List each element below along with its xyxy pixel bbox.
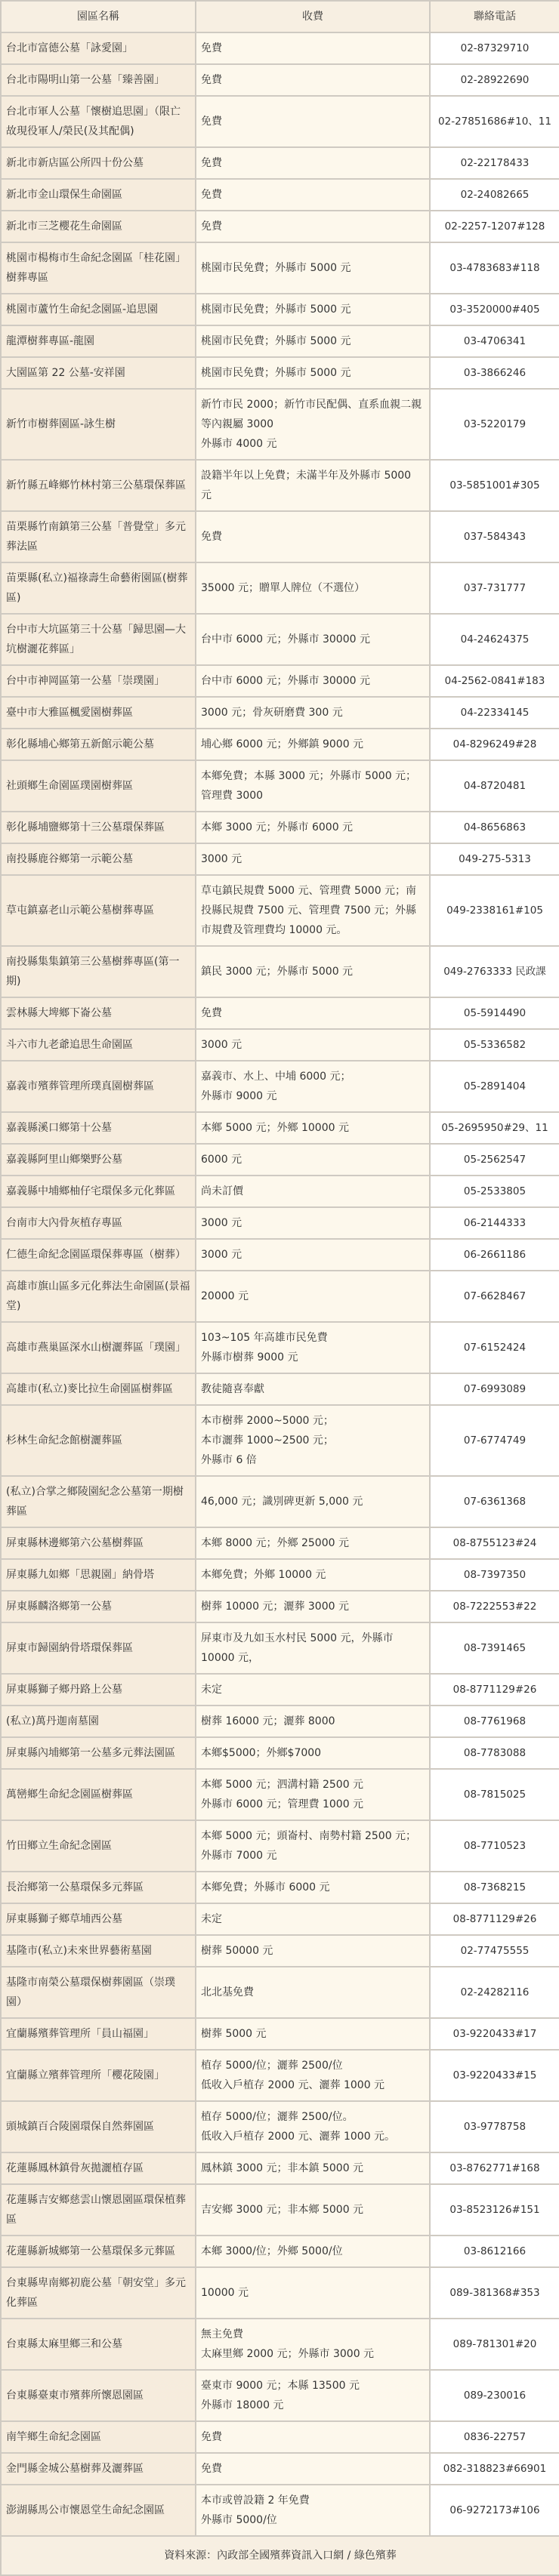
cemetery-name-cell: 屏東縣麟洛鄉第一公墓: [1, 1591, 196, 1622]
phone-cell: 07-6993089: [430, 1373, 559, 1405]
fee-cell: 35000 元；贈單人牌位（不選位）: [196, 562, 430, 614]
phone-cell: 08-7761968: [430, 1706, 559, 1737]
fee-cell: 樹葬 5000 元: [196, 2018, 430, 2050]
fee-cell: 20000 元: [196, 1271, 430, 1322]
table-row: [1, 946, 559, 997]
cemetery-name-cell: 花蓮縣新城鄉第一公墓環保多元葬區: [1, 2236, 196, 2267]
fee-cell: 免費: [196, 32, 430, 64]
cemetery-name-cell: 龍潭樹葬專區-龍園: [1, 325, 196, 357]
cemetery-name-cell: 桃園市蘆竹生命紀念園區-追思園: [1, 294, 196, 325]
cemetery-name-cell: 彰化縣埔心鄉第五新館示範公墓: [1, 729, 196, 760]
cemetery-name-cell: 新竹市樹葬園區-詠生樹: [1, 389, 196, 460]
table-row: [1, 147, 559, 179]
fee-cell: 新竹市民 2000；新竹市民配偶、直系血親二親等內親屬 3000 外縣市 4000 元: [196, 389, 430, 460]
table-row: [1, 665, 559, 697]
phone-cell: 05-5914490: [430, 997, 559, 1029]
table-row: [1, 2453, 559, 2485]
table-row: [1, 2267, 559, 2319]
phone-cell: 03-3866246: [430, 357, 559, 389]
fee-cell: 免費: [196, 147, 430, 179]
table-row: [1, 1872, 559, 1903]
cemetery-name-cell: 杉林生命紀念館樹灑葬區: [1, 1405, 196, 1476]
table-row: [1, 697, 559, 729]
fee-cell: 無主免費 太麻里鄉 2000 元；外縣市 3000 元: [196, 2319, 430, 2370]
fee-cell: 3000 元: [196, 1207, 430, 1239]
cemetery-name-cell: 台北市軍人公墓「懷樹追思園」（限亡故現役軍人/榮民(及其配偶): [1, 96, 196, 147]
header-name: 園區名稱: [1, 1, 196, 32]
fee-cell: 免費: [196, 179, 430, 211]
cemetery-name-cell: 澎湖縣馬公市懷恩堂生命紀念園區: [1, 2485, 196, 2536]
phone-cell: 08-7391465: [430, 1622, 559, 1674]
fee-cell: 桃園市民免費；外縣市 5000 元: [196, 242, 430, 294]
cemetery-name-cell: 屏東市歸園納骨塔環保葬區: [1, 1622, 196, 1674]
phone-cell: 037-584343: [430, 511, 559, 562]
fee-cell: 未定: [196, 1674, 430, 1706]
phone-cell: 02-27851686#10、11: [430, 96, 559, 147]
fee-cell: 植存 5000/位；灑葬 2500/位 低收入戶植存 2000 元、灑葬 1000 元: [196, 2050, 430, 2101]
cemetery-name-cell: 屏東縣九如鄉「思親園」納骨塔: [1, 1559, 196, 1591]
fee-cell: 植存 5000/位；灑葬 2500/位。 低收入戶植存 2000 元、灑葬 1000 元。: [196, 2101, 430, 2152]
phone-cell: 08-8755123#24: [430, 1527, 559, 1559]
fee-cell: 本市樹葬 2000~5000 元； 本市灑葬 1000~2500 元； 外縣市 6 倍: [196, 1405, 430, 1476]
phone-cell: 02-28922690: [430, 64, 559, 96]
header-phone: 聯絡電話: [430, 1, 559, 32]
table-row: [1, 1903, 559, 1935]
table-row: [1, 614, 559, 665]
cemetery-name-cell: 斗六市九老爺追思生命園區: [1, 1029, 196, 1061]
cemetery-name-cell: 屏東縣獅子鄉草埔西公墓: [1, 1903, 196, 1935]
fee-cell: 免費: [196, 96, 430, 147]
fee-cell: 樹葬 50000 元: [196, 1935, 430, 1967]
phone-cell: 03-4706341: [430, 325, 559, 357]
table-row: [1, 729, 559, 760]
fee-cell: 台中市 6000 元；外縣市 30000 元: [196, 665, 430, 697]
cemetery-name-cell: 仁德生命紀念園區環保葬專區（樹葬）: [1, 1239, 196, 1271]
cemetery-name-cell: 屏東縣林邊鄉第六公墓樹葬區: [1, 1527, 196, 1559]
cemetery-name-cell: 南竿鄉生命紀念園區: [1, 2421, 196, 2453]
cemetery-name-cell: 金門縣金城公墓樹葬及灑葬區: [1, 2453, 196, 2485]
cemetery-name-cell: 嘉義縣阿里山鄉樂野公墓: [1, 1144, 196, 1176]
table-row: [1, 1112, 559, 1144]
phone-cell: 08-7710523: [430, 1820, 559, 1872]
fee-cell: 北北基免費: [196, 1967, 430, 2018]
table-row: [1, 1405, 559, 1476]
phone-cell: 08-7397350: [430, 1559, 559, 1591]
fee-cell: 樹葬 16000 元；灑葬 8000: [196, 1706, 430, 1737]
cemetery-name-cell: 台東縣卑南鄉初鹿公墓「朝安堂」多元化葬區: [1, 2267, 196, 2319]
cemetery-name-cell: 台東縣太麻里鄉三和公墓: [1, 2319, 196, 2370]
cemetery-name-cell: 嘉義市殯葬管理所璞真園樹葬區: [1, 1061, 196, 1112]
table-row: [1, 1674, 559, 1706]
phone-cell: 03-9778758: [430, 2101, 559, 2152]
fee-cell: 桃園市民免費；外縣市 5000 元: [196, 325, 430, 357]
fee-cell: 本鄉 3000 元；外縣市 6000 元: [196, 812, 430, 843]
fee-cell: 本鄉$5000；外鄉$7000: [196, 1737, 430, 1769]
fee-cell: 本鄉免費；外縣市 6000 元: [196, 1872, 430, 1903]
fee-cell: 鎮民 3000 元；外縣市 5000 元: [196, 946, 430, 997]
phone-cell: 08-8771129#26: [430, 1674, 559, 1706]
cemetery-name-cell: 新北市新店區公所四十份公墓: [1, 147, 196, 179]
phone-cell: 03-3520000#405: [430, 294, 559, 325]
table-row: [1, 562, 559, 614]
fee-cell: 本鄉免費；本縣 3000 元；外縣市 5000 元；管理費 3000: [196, 760, 430, 812]
phone-cell: 03-9220433#17: [430, 2018, 559, 2050]
table-row: [1, 1176, 559, 1207]
phone-cell: 07-6361368: [430, 1476, 559, 1527]
phone-cell: 04-8656863: [430, 812, 559, 843]
cemetery-name-cell: 宜蘭縣殯葬管理所「員山福園」: [1, 2018, 196, 2050]
phone-cell: 02-77475555: [430, 1935, 559, 1967]
table-row: [1, 1476, 559, 1527]
fee-cell: 埔心鄉 6000 元；外鄉鎮 9000 元: [196, 729, 430, 760]
cemetery-name-cell: 彰化縣埔鹽鄉第十三公墓環保葬區: [1, 812, 196, 843]
fee-cell: 桃園市民免費；外縣市 5000 元: [196, 357, 430, 389]
cemetery-name-cell: 新北市三芝櫻花生命園區: [1, 211, 196, 242]
table-row: [1, 1271, 559, 1322]
phone-cell: 089-781301#20: [430, 2319, 559, 2370]
phone-cell: 08-8771129#26: [430, 1903, 559, 1935]
phone-cell: 03-9220433#15: [430, 2050, 559, 2101]
cemetery-name-cell: 桃園市楊梅市生命紀念園區「桂花園」樹葬專區: [1, 242, 196, 294]
table-row: [1, 96, 559, 147]
phone-cell: 02-22178433: [430, 147, 559, 179]
phone-cell: 06-2661186: [430, 1239, 559, 1271]
table-row: [1, 242, 559, 294]
cemetery-name-cell: 苗栗縣(私立)福祿壽生命藝術園區(樹葬區): [1, 562, 196, 614]
table-row: [1, 1935, 559, 1967]
cemetery-name-cell: 台東縣臺東市殯葬所懷恩園區: [1, 2370, 196, 2421]
fee-cell: 本鄉 3000/位；外鄉 5000/位: [196, 2236, 430, 2267]
phone-cell: 04-22334145: [430, 697, 559, 729]
source-note: 資料來源：內政部全國殯葬資訊入口網 / 綠色殯葬: [1, 2536, 559, 2575]
cemetery-name-cell: 苗栗縣竹南鎮第三公墓「普覺堂」多元葬法區: [1, 511, 196, 562]
cemetery-name-cell: 頭城鎮百合陵園環保自然葬園區: [1, 2101, 196, 2152]
phone-cell: 049-2338161#105: [430, 875, 559, 946]
table-row: [1, 2018, 559, 2050]
table-row: [1, 2050, 559, 2101]
table-header-row: [1, 1, 559, 32]
fee-cell: 本鄉免費；外鄉 10000 元: [196, 1559, 430, 1591]
phone-cell: 05-2695950#29、11: [430, 1112, 559, 1144]
table-row: [1, 1527, 559, 1559]
table-row: [1, 179, 559, 211]
table-row: [1, 2184, 559, 2236]
cemetery-name-cell: 長治鄉第一公墓環保多元葬區: [1, 1872, 196, 1903]
table-row: [1, 325, 559, 357]
table-row: [1, 843, 559, 875]
fee-cell: 吉安鄉 3000 元；非本鄉 5000 元: [196, 2184, 430, 2236]
cemetery-name-cell: 高雄市燕巢區深水山樹灑葬區「璞園」: [1, 1322, 196, 1373]
table-row: [1, 2370, 559, 2421]
phone-cell: 07-6152424: [430, 1322, 559, 1373]
table-row: [1, 1769, 559, 1820]
cemetery-name-cell: 草屯鎮嘉老山示範公墓樹葬專區: [1, 875, 196, 946]
fee-cell: 3000 元: [196, 1029, 430, 1061]
phone-cell: 02-2257-1207#128: [430, 211, 559, 242]
fee-cell: 46,000 元；識別碑更新 5,000 元: [196, 1476, 430, 1527]
table-row: [1, 460, 559, 511]
fee-cell: 本鄉 8000 元；外鄉 25000 元: [196, 1527, 430, 1559]
phone-cell: 07-6628467: [430, 1271, 559, 1322]
phone-cell: 082-318823#66901: [430, 2453, 559, 2485]
phone-cell: 03-4783683#118: [430, 242, 559, 294]
cemetery-name-cell: 雲林縣大埤鄉下崙公墓: [1, 997, 196, 1029]
cemetery-name-cell: 屏東縣獅子鄉丹路上公墓: [1, 1674, 196, 1706]
fee-cell: 本鄉 5000 元；外鄉 10000 元: [196, 1112, 430, 1144]
table-row: [1, 1591, 559, 1622]
cemetery-name-cell: 台中市神岡區第一公墓「崇璞園」: [1, 665, 196, 697]
phone-cell: 02-24082665: [430, 179, 559, 211]
table-row: [1, 2319, 559, 2370]
phone-cell: 02-87329710: [430, 32, 559, 64]
phone-cell: 03-8523126#151: [430, 2184, 559, 2236]
fee-cell: 台中市 6000 元；外縣市 30000 元: [196, 614, 430, 665]
phone-cell: 03-8762771#168: [430, 2152, 559, 2184]
phone-cell: 06-9272173#106: [430, 2485, 559, 2536]
fee-cell: 尚未訂價: [196, 1176, 430, 1207]
table-row: [1, 2152, 559, 2184]
fee-cell: 臺東市 9000 元；本縣 13500 元 外縣市 18000 元: [196, 2370, 430, 2421]
fee-cell: 免費: [196, 211, 430, 242]
phone-cell: 05-2533805: [430, 1176, 559, 1207]
table-row: [1, 1029, 559, 1061]
table-row: [1, 32, 559, 64]
phone-cell: 05-2891404: [430, 1061, 559, 1112]
phone-cell: 04-24624375: [430, 614, 559, 665]
phone-cell: 03-5220179: [430, 389, 559, 460]
fee-cell: 教徒隨喜奉獻: [196, 1373, 430, 1405]
phone-cell: 05-2562547: [430, 1144, 559, 1176]
phone-cell: 04-8720481: [430, 760, 559, 812]
table-row: [1, 1967, 559, 2018]
cemetery-name-cell: 台中市大坑區第三十公墓「歸思園—大坑樹灑花葬區」: [1, 614, 196, 665]
cemetery-name-cell: 基隆市(私立)未來世界藝術墓園: [1, 1935, 196, 1967]
cemetery-name-cell: 嘉義縣溪口鄉第十公墓: [1, 1112, 196, 1144]
table-row: [1, 2485, 559, 2536]
table-row: [1, 1737, 559, 1769]
fee-cell: 10000 元: [196, 2267, 430, 2319]
table-row: [1, 2421, 559, 2453]
table-row: [1, 357, 559, 389]
phone-cell: 08-7368215: [430, 1872, 559, 1903]
cemetery-name-cell: 花蓮縣吉安鄉慈雲山懷恩園區環保植葬區: [1, 2184, 196, 2236]
fee-cell: 草屯鎮民規費 5000 元、管理費 5000 元；南投縣民規費 7500 元、管理費 7500 元；外縣市規費及管理費均 10000 元。: [196, 875, 430, 946]
fee-cell: 3000 元；骨灰研磨費 300 元: [196, 697, 430, 729]
fee-cell: 嘉義市、水上、中埔 6000 元； 外縣市 9000 元: [196, 1061, 430, 1112]
table-row: [1, 2236, 559, 2267]
cemetery-name-cell: 南投縣集集鎮第三公墓樹葬專區(第一期): [1, 946, 196, 997]
cemetery-name-cell: (私立)合掌之鄉陵園紀念公墓第一期樹葬區: [1, 1476, 196, 1527]
table-row: [1, 760, 559, 812]
fee-cell: 免費: [196, 2421, 430, 2453]
fee-cell: 樹葬 10000 元；灑葬 3000 元: [196, 1591, 430, 1622]
table-row: [1, 2101, 559, 2152]
table-row: [1, 1061, 559, 1112]
fee-cell: 6000 元: [196, 1144, 430, 1176]
fee-cell: 未定: [196, 1903, 430, 1935]
table-row: [1, 1820, 559, 1872]
cemetery-name-cell: 宜蘭縣立殯葬管理所「櫻花陵園」: [1, 2050, 196, 2101]
fee-cell: 屏東市及九如玉水村民 5000 元，外縣市 10000 元，: [196, 1622, 430, 1674]
phone-cell: 03-5851001#305: [430, 460, 559, 511]
cemetery-name-cell: 新北市金山環保生命園區: [1, 179, 196, 211]
fee-cell: 本市或曾設籍 2 年免費 外縣市 5000/位: [196, 2485, 430, 2536]
fee-cell: 免費: [196, 2453, 430, 2485]
cemetery-name-cell: 大園區第 22 公墓-安祥園: [1, 357, 196, 389]
phone-cell: 02-24282116: [430, 1967, 559, 2018]
cemetery-name-cell: 嘉義縣中埔鄉柚仔宅環保多元化葬區: [1, 1176, 196, 1207]
phone-cell: 05-5336582: [430, 1029, 559, 1061]
phone-cell: 04-8296249#28: [430, 729, 559, 760]
table-row: [1, 1706, 559, 1737]
phone-cell: 07-6774749: [430, 1405, 559, 1476]
cemetery-name-cell: 竹田鄉立生命紀念園區: [1, 1820, 196, 1872]
table-row: [1, 1373, 559, 1405]
phone-cell: 089-381368#353: [430, 2267, 559, 2319]
header-fee: 收費: [196, 1, 430, 32]
fee-cell: 3000 元: [196, 1239, 430, 1271]
cemetery-name-cell: (私立)萬丹迦南墓園: [1, 1706, 196, 1737]
phone-cell: 08-7783088: [430, 1737, 559, 1769]
table-row: [1, 1622, 559, 1674]
phone-cell: 08-7222553#22: [430, 1591, 559, 1622]
fee-cell: 鳳林鎮 3000 元；非本鎮 5000 元: [196, 2152, 430, 2184]
table-row: [1, 294, 559, 325]
table-row: [1, 211, 559, 242]
phone-cell: 04-2562-0841#183: [430, 665, 559, 697]
fee-cell: 103~105 年高雄市民免費 外縣市樹葬 9000 元: [196, 1322, 430, 1373]
cemetery-name-cell: 台南市大內骨灰植存專區: [1, 1207, 196, 1239]
table-row: [1, 389, 559, 460]
table-row: [1, 1559, 559, 1591]
cemetery-name-cell: 高雄市旗山區多元化葬法生命園區(景福堂): [1, 1271, 196, 1322]
cemetery-name-cell: 基隆市南榮公墓環保樹葬園區（崇璞園）: [1, 1967, 196, 2018]
fee-cell: 設籍半年以上免費；未滿半年及外縣市 5000 元: [196, 460, 430, 511]
table-row: [1, 875, 559, 946]
phone-cell: 06-2144333: [430, 1207, 559, 1239]
fee-cell: 免費: [196, 64, 430, 96]
cemetery-name-cell: 台北市陽明山第一公墓「臻善園」: [1, 64, 196, 96]
table-row: [1, 1239, 559, 1271]
phone-cell: 03-8612166: [430, 2236, 559, 2267]
fee-cell: 本鄉 5000 元；頭崙村、南勢村籍 2500 元；外縣市 7000 元: [196, 1820, 430, 1872]
table-row: [1, 64, 559, 96]
cemetery-name-cell: 萬巒鄉生命紀念園區樹葬區: [1, 1769, 196, 1820]
cemetery-name-cell: 南投縣鹿谷鄉第一示範公墓: [1, 843, 196, 875]
cemetery-name-cell: 新竹縣五峰鄉竹林村第三公墓環保葬區: [1, 460, 196, 511]
phone-cell: 08-7815025: [430, 1769, 559, 1820]
phone-cell: 037-731777: [430, 562, 559, 614]
table-row: [1, 511, 559, 562]
phone-cell: 049-275-5313: [430, 843, 559, 875]
table-row: [1, 997, 559, 1029]
cemetery-name-cell: 屏東縣內埔鄉第一公墓多元葬法園區: [1, 1737, 196, 1769]
fee-cell: 3000 元: [196, 843, 430, 875]
phone-cell: 0836-22757: [430, 2421, 559, 2453]
cemetery-name-cell: 花蓮縣鳳林鎮骨灰拋灑植存區: [1, 2152, 196, 2184]
source-row: [1, 2536, 559, 2575]
fee-cell: 桃園市民免費；外縣市 5000 元: [196, 294, 430, 325]
table-row: [1, 812, 559, 843]
cemetery-name-cell: 臺中市大雅區楓愛園樹葬區: [1, 697, 196, 729]
cemetery-name-cell: 社頭鄉生命園區璞園樹葬區: [1, 760, 196, 812]
phone-cell: 049-2763333 民政課: [430, 946, 559, 997]
phone-cell: 089-230016: [430, 2370, 559, 2421]
fee-cell: 免費: [196, 997, 430, 1029]
fee-cell: 免費: [196, 511, 430, 562]
cemetery-name-cell: 高雄市(私立)麥比拉生命園區樹葬區: [1, 1373, 196, 1405]
cemetery-name-cell: 台北市富德公墓「詠愛園」: [1, 32, 196, 64]
table-row: [1, 1144, 559, 1176]
fee-cell: 本鄉 5000 元；泗溝村籍 2500 元 外縣市 6000 元；管理費 1000 元: [196, 1769, 430, 1820]
table-row: [1, 1207, 559, 1239]
table-row: [1, 1322, 559, 1373]
